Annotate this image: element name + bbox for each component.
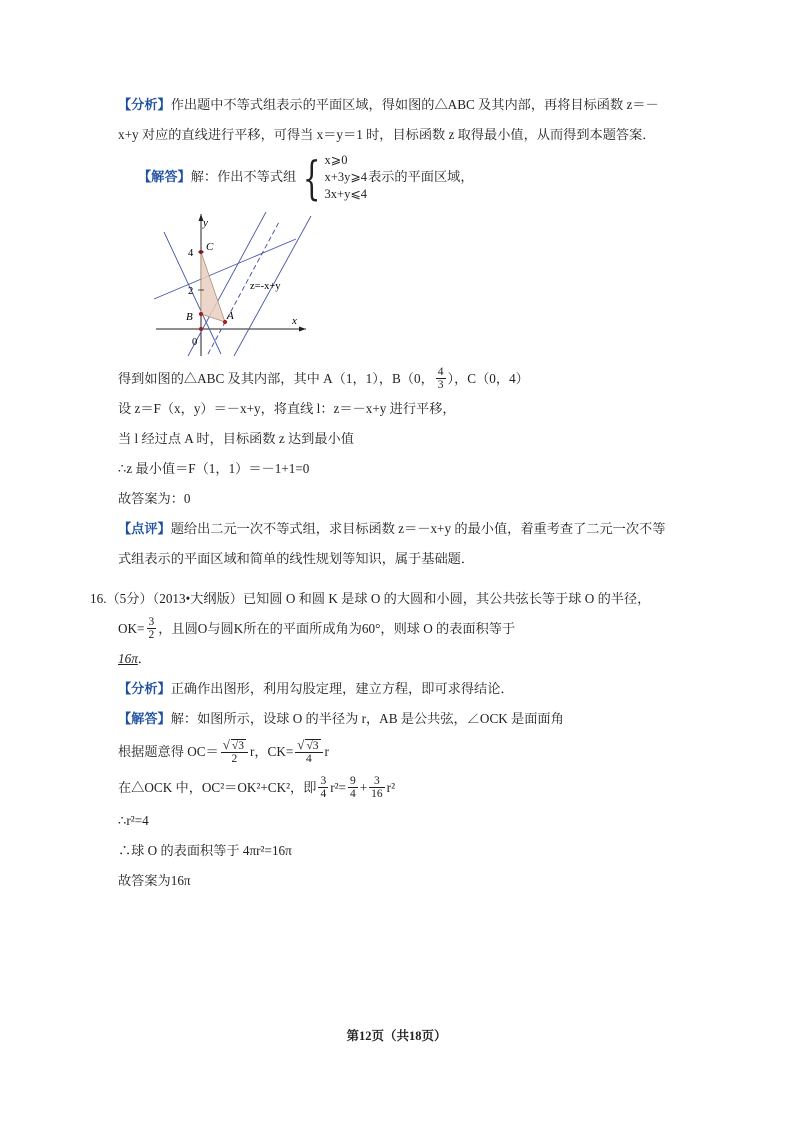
p15-min-value — [118, 454, 678, 484]
figure-x-label: x — [292, 315, 297, 327]
oc-mid: r，CK= — [249, 744, 294, 759]
p16-ok-lead: OK= — [118, 621, 145, 636]
figure-y-label: y — [203, 217, 208, 229]
tri-lead: 在△OCK 中，OC²＝OK²+CK²，即 — [118, 780, 317, 795]
p16-stem-text2: ，且圆O与圆K所在的平面所成角为60°，则球 O 的表面积等于 — [158, 621, 516, 636]
solution-tag: 【解答】 — [138, 169, 191, 184]
solution-tail-text: 表示的平面区域， — [368, 169, 474, 184]
p16-r2 — [118, 806, 678, 836]
analysis-tag: 【分析】 — [118, 97, 171, 112]
figure-tick-4: 4 — [188, 248, 194, 259]
p16-analysis-tag: 【分析】 — [118, 681, 171, 696]
figure-origin: 0 — [192, 337, 198, 348]
p16-analysis-text: 正确作出图形，利用勾股定理，建立方程，即可求得结论． — [170, 681, 514, 696]
min-value-text: ∴z 最小值＝F（1，1）＝－1+1=0 — [118, 461, 310, 476]
p16-answer — [118, 866, 678, 896]
p15-analysis — [118, 90, 678, 150]
p16-oc-line — [118, 734, 678, 770]
surface-text: ∴球 O 的表面积等于 4πr²=16π — [118, 843, 292, 858]
system-row-2: x+3y⩾4 — [324, 170, 368, 185]
p15-set-z — [118, 394, 678, 424]
fraction-3-4: $\frac{3}{4}$ — [320, 774, 327, 801]
fraction-9-4: $\frac{9}{4}$ — [349, 774, 356, 801]
figure-line-label: z=-x+y — [250, 281, 281, 292]
p15-answer — [118, 484, 678, 514]
p16-analysis — [118, 674, 678, 704]
set-z-text: 设 z＝F（x，y）＝－x+y，将直线 l：z＝－x+y 进行平移， — [118, 401, 456, 416]
p16-surface — [118, 836, 678, 866]
p16-number: 16. — [90, 591, 107, 606]
page-footer: 第12页（共18页） — [346, 1029, 447, 1043]
p16-solution-text: 解：如图所示，设球 O 的半径为 r，AB 是公共弦，∠OCK 是面面角 — [170, 711, 564, 726]
p16-answer-blank: 16π — [118, 651, 138, 666]
figure-svg — [146, 204, 386, 364]
figure-point-A: A — [227, 310, 234, 322]
left-brace: { — [303, 150, 321, 205]
fraction-3-16: $\frac{3}{16}$ — [371, 774, 383, 801]
linear-programming-figure — [146, 204, 678, 364]
p15-comment — [118, 514, 678, 574]
p16-answer-period: ． — [137, 651, 151, 666]
inequality-system — [297, 152, 367, 203]
p16-triangle-line — [118, 770, 678, 806]
document-content — [90, 90, 678, 896]
p16-answer-text: 故答案为16π — [118, 873, 191, 888]
triangle-line-part1: 得到如图的△ABC 及其内部，其中 A（1，1），B（0， — [118, 371, 434, 386]
comment-tag: 【点评】 — [118, 521, 171, 536]
fraction-3-2: $\frac{3}{2}$ — [148, 615, 155, 642]
fraction-sqrt3-4: $\frac{√ √3}{4}$ — [295, 738, 322, 767]
p16-score: （5分） — [106, 591, 153, 606]
p15-solution-lead — [138, 150, 678, 204]
analysis-text: 作出题中不等式组表示的平面区域，得如图的△ABC 及其内部，再将目标函数 z＝－x+y 对应的直线进行平移，可得当 x＝y＝1 时，目标函数 z 取得最小值，从而得到本题答案． — [118, 97, 659, 142]
oc-lead: 根据题意得 OC＝ — [118, 744, 219, 759]
triangle-line-part2: ），C（0，4） — [447, 371, 529, 386]
fraction-sqrt3-2: $\frac{√ √3}{2}$ — [221, 738, 248, 767]
p16-source: （2013•大纲版） — [152, 591, 243, 606]
r2-text: ∴r²=4 — [118, 813, 149, 828]
system-row-1: x⩾0 — [324, 153, 348, 168]
tri-plus: + — [359, 780, 368, 795]
p16-solution — [118, 704, 678, 734]
figure-point-B: B — [186, 311, 193, 323]
comment-text: 题给出二元一次不等式组，求目标函数 z＝－x+y 的最小值，着重考查了二元一次不等式组表示的平面区域和简单的线性规划等知识，属于基础题． — [118, 521, 666, 566]
p15-when-l — [118, 424, 678, 454]
answer-text: 故答案为：0 — [118, 491, 191, 506]
when-l-text: 当 l 经过点 A 时，目标函数 z 达到最小值 — [118, 431, 354, 446]
tri-r2: r² — [386, 780, 396, 795]
ck-tail: r — [324, 744, 329, 759]
figure-tick-2: 2 — [188, 286, 194, 297]
tri-r1: r²= — [330, 780, 346, 795]
figure-point-C: C — [206, 241, 214, 253]
p16-solution-tag: 【解答】 — [118, 711, 171, 726]
system-row-3: 3x+y⩽4 — [324, 187, 368, 202]
p16-stem — [90, 584, 678, 674]
p16-stem-text1: 已知圆 O 和圆 K 是球 O 的大圆和小圆，其公共弦长等于球 O 的半径， — [242, 591, 651, 606]
solution-lead-text: 解：作出不等式组 — [190, 169, 297, 184]
p15-triangle-line — [118, 364, 678, 394]
fraction-4-3: $\frac{4}{3}$ — [437, 365, 444, 392]
